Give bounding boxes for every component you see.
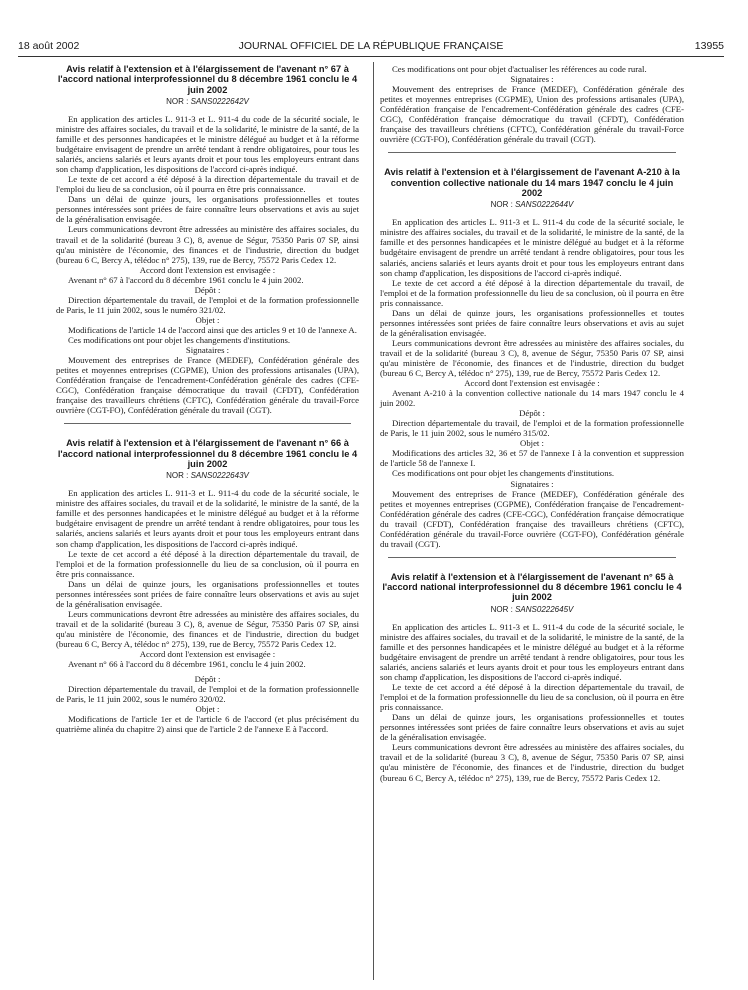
column-divider [373, 62, 374, 980]
notice-separator [388, 152, 677, 153]
paragraph: En application des articles L. 911-3 et L. 911-4 du code de la sécurité sociale, le ministre des affaires sociales, du travail et de la solidarité, le ministre de la santé, de la famille et des personnes handicapées et le ministre délégué au budget et à la réforme budgétaire envisagent de prendre un arrêté tendant à rendre obligatoires, pour tous les salariés, anciens salariés et leurs ayants droit et pour tous les employeurs entrant dans son champ d'application, les dispositions de l'accord ci-après indiqué. [380, 621, 684, 683]
paragraph: Leurs communications devront être adressées au ministère des affaires sociales, du travail et de la solidarité (bureau 3 C), 8, avenue de Ségur, 75350 Paris 07 SP, ainsi qu'au ministère de l'économie, des finances et de l'industrie, direction du budget (bureau 6 C, Bercy A, télédoc n° 275), 139, rue de Bercy, 75572 Paris Cedex 12. [56, 608, 359, 649]
nor-code: SANS0222643V [190, 471, 249, 481]
notice-avenant-67 [56, 64, 359, 415]
paragraph: Le texte de cet accord a été déposé à la direction départementale du travail, de l'emploi et de la formation professionnelle du lieu de sa conclusion, où il pourra en être pris connaissance. [380, 277, 684, 308]
section-label: Accord dont l'extension est envisagée : [139, 649, 276, 660]
section-label: Signataires : [510, 478, 554, 489]
paragraph: Le texte de cet accord a été déposé à la direction départementale du travail et de l'emploi du lieu de sa conclusion, où il pourra en être pris connaissance. [56, 174, 359, 195]
right-column [380, 64, 684, 783]
section-label: Dépôt : [519, 408, 545, 419]
paragraph: Mouvement des entreprises de France (MEDEF), Confédération générale des petites et moyennes entreprises (CGPME), Union des professions artisanales (UPA), Confédération française de l'encadrement-Confédération générale des cadres (CFE-CGC), Confédération française démocratique du travail (CFDT), Confédération française des travailleurs chrétiens (CFTC), Confédération générale du travail-Force ouvrière (CGT-FO), Confédération générale du travail (CGT). [380, 84, 684, 145]
section-label: Accord dont l'extension est envisagée : [139, 264, 276, 275]
paragraph: Dans un délai de quinze jours, les organisations professionnelles et toutes personnes intéressées sont priées de faire connaître leurs observations et avis au sujet de la généralisation envisagée. [56, 578, 359, 609]
section-label: Accord dont l'extension est envisagée : [464, 378, 600, 389]
paragraph: Avenant A-210 à la convention collective nationale du 14 mars 1947 conclu le 4 juin 2002. [380, 388, 684, 409]
paragraph: Le texte de cet accord a été déposé à la direction départementale du travail, de l'emploi et de la formation professionnelle du lieu de sa conclusion, où il pourra en être pris connaissance. [56, 548, 359, 579]
paragraph: Ces modifications ont pour objet les changements d'institutions. [68, 334, 291, 345]
nor-reference [380, 200, 684, 210]
notice-avenant-66 [56, 438, 359, 734]
paragraph: Ces modifications ont pour objet d'actualiser les références au code rural. [392, 64, 647, 74]
paragraph: Leurs communications devront être adressées au ministère des affaires sociales, du travail et de la solidarité (bureau 3 C), 8, avenue de Ségur, 75350 Paris 07 SP, ainsi qu'au ministère de l'économie, des finances et de l'industrie, direction du budget (bureau 6 C, Bercy A, télédoc n° 275), 139, rue de Bercy, 75572 Paris Cedex 12. [56, 224, 359, 265]
nor-label: NOR : [166, 471, 191, 481]
paragraph: Avenant n° 66 à l'accord du 8 décembre 1961, conclu le 4 juin 2002. [68, 659, 306, 670]
notice-title: Avis relatif à l'extension et à l'élargissement de l'avenant n° 67 à l'accord national interprofessionnel du 8 décembre 1961 conclu le 4 juin 2002 [57, 64, 358, 95]
journal-title: JOURNAL OFFICIEL DE LA RÉPUBLIQUE FRANÇAISE [238, 40, 504, 52]
page-number: 13955 [694, 40, 724, 52]
paragraph: Avenant n° 67 à l'accord du 8 décembre 1961 conclu le 4 juin 2002. [68, 274, 304, 285]
notice-avenant-65 [380, 572, 684, 783]
paragraph: Modifications des articles 32, 36 et 57 de l'annexe I à la convention et suppression de l'article 58 de l'annexe I. [380, 448, 684, 469]
header-rule [18, 56, 724, 57]
paragraph: En application des articles L. 911-3 et L. 911-4 du code de la sécurité sociale, le ministre des affaires sociales, du travail et de la solidarité, le ministre de la santé, de la famille et des personnes handicapées et le ministre délégué au budget et à la réforme budgétaire envisagent de prendre un arrêté tendant à rendre obligatoires, pour tous les salariés, anciens salariés et leurs ayants droit et pour tous les employeurs entrant dans son champ d'application, les dispositions de l'accord ci-après indiqué. [56, 488, 359, 549]
paragraph: Ces modifications ont pour objet les changements d'institutions. [392, 468, 615, 479]
left-column [56, 64, 359, 734]
section-label: Signataires : [510, 74, 554, 85]
paragraph: Dans un délai de quinze jours, les organisations professionnelles et toutes personnes intéressées sont priées de faire connaître leurs observations et avis au sujet de la généralisation envisagée. [380, 307, 684, 338]
paragraph: Mouvement des entreprises de France (MEDEF), Confédération générale des petites et moyennes entreprises (CGPME), Confédération française de l'encadrement-Confédération générale des cadres (CFE-CGC), Confédération française démocratique du travail (CFDT), Confédération française des travailleurs chrétiens (CFTC), Confédération générale du travail-Force ouvrière (CGT-FO), Confédération générale du travail (CGT). [380, 488, 684, 549]
notice-separator [388, 557, 677, 558]
nor-code: SANS0222645V [515, 604, 574, 614]
paragraph: Modifications de l'article 14 de l'accord ainsi que des articles 9 et 10 de l'annexe A. [68, 324, 357, 335]
nor-label: NOR : [166, 96, 191, 106]
notice-title: Avis relatif à l'extension et à l'élargissement de l'avenant A-210 à la convention collective nationale du 14 mars 1947 conclu le 4 juin 2002 [384, 167, 680, 198]
paragraph: En application des articles L. 911-3 et L. 911-4 du code de la sécurité sociale, le ministre des affaires sociales, du travail et de la solidarité, le ministre de la santé, de la famille et des personnes handicapées et le ministre délégué au budget et à la réforme budgétaire envisagent de prendre un arrêté tendant à rendre obligatoires, pour tous les salariés, anciens salariés et leurs ayants droit et pour tous les employeurs entrant dans son champ d'application, les dispositions de l'accord ci-après indiqué. [380, 217, 684, 278]
notice-avenant-a210 [380, 167, 684, 548]
notice-separator [64, 423, 352, 424]
page-header [18, 40, 724, 54]
nor-reference [56, 97, 359, 107]
notice-continuation [380, 64, 684, 144]
section-label: Objet : [195, 314, 220, 325]
nor-label: NOR : [490, 200, 516, 210]
paragraph: Dans un délai de quinze jours, les organisations professionnelles et toutes personnes intéressées sont priées de faire connaître leurs observations et avis au sujet de la généralisation envisagée. [380, 712, 684, 743]
paragraph: Leurs communications devront être adressées au ministère des affaires sociales, du travail et de la solidarité (bureau 3 C), 8, avenue de Ségur, 75350 Paris 07 SP, ainsi qu'au ministère de l'économie, des finances et de l'industrie, direction du budget (bureau 6 C, Bercy A, télédoc n° 275), 139, rue de Bercy, 75572 Paris Cedex 12. [380, 337, 684, 379]
section-label: Signataires : [185, 345, 230, 356]
nor-reference [380, 605, 684, 615]
section-label: Dépôt : [194, 284, 221, 295]
nor-label: NOR : [490, 604, 516, 614]
paragraph: Direction départementale du travail, de l'emploi et de la formation professionnelle de Paris, le 11 juin 2002, sous le numéro 315/02. [380, 418, 684, 439]
section-label: Objet : [195, 704, 220, 715]
paragraph: Mouvement des entreprises de France (MEDEF), Confédération générale des petites et moyennes entreprises (CGPME), Union des professions artisanales (UPA), Confédération française de l'encadrement-Confédération générale des cadres (CFE-CGC), Confédération française démocratique du travail (CFDT), Confédération française des travailleurs chrétiens (CFTC), Confédération générale du travail-Force ouvrière (CGT-FO), Confédération générale du travail (CGT). [56, 355, 359, 416]
section-label: Dépôt : [194, 674, 221, 685]
paragraph: Le texte de cet accord a été déposé à la direction départementale du travail, de l'emploi et de la formation professionnelle du lieu de sa conclusion, où il pourra en être pris connaissance. [380, 682, 684, 713]
nor-reference [56, 471, 359, 481]
paragraph: En application des articles L. 911-3 et L. 911-4 du code de la sécurité sociale, le ministre des affaires sociales, du travail et de la solidarité, le ministre de la santé, de la famille et des personnes handicapées et le ministre délégué au budget et à la réforme budgétaire envisagent de prendre un arrêté tendant à rendre obligatoires, pour tous les salariés, anciens salariés et leurs ayants droit et pour tous les employeurs entrant dans son champ d'application, les dispositions de l'accord ci-après indiqué. [56, 113, 359, 175]
header-date: 18 août 2002 [18, 40, 80, 52]
paragraph: Dans un délai de quinze jours, les organisations professionnelles et toutes personnes intéressées sont priées de faire connaître leurs observations et avis au sujet de la généralisation envisagée. [56, 194, 359, 225]
paragraph: Direction départementale du travail, de l'emploi et de la formation professionnelle de Paris, le 11 juin 2002, sous le numéro 321/02. [56, 294, 359, 315]
nor-code: SANS0222644V [515, 200, 574, 210]
notice-title: Avis relatif à l'extension et à l'élargissement de l'avenant n° 66 à l'accord national interprofessionnel du 8 décembre 1961 conclu le 4 juin 2002 [57, 438, 358, 469]
paragraph: Modifications de l'article 1er et de l'article 6 de l'accord (et plus précisément du quatrième alinéa du chapitre 2) ainsi que de l'article 2 de l'annexe E à l'accord. [56, 714, 359, 735]
section-label: Objet : [520, 438, 544, 449]
notice-title: Avis relatif à l'extension et à l'élargissement de l'avenant n° 65 à l'accord national interprofessionnel du 8 décembre 1961 conclu le 4 juin 2002 [382, 571, 682, 603]
nor-code: SANS0222642V [190, 96, 249, 106]
paragraph: Direction départementale du travail, de l'emploi et de la formation professionnelle de Paris, le 11 juin 2002, sous le numéro 320/02. [56, 684, 359, 705]
paragraph: Leurs communications devront être adressées au ministère des affaires sociales, du travail et de la solidarité (bureau 3 C), 8, avenue de Ségur, 75350 Paris 07 SP, ainsi qu'au ministère de l'économie, des finances et de l'industrie, direction du budget (bureau 6 C, Bercy A, télédoc n° 275), 139, rue de Bercy, 75572 Paris Cedex 12. [380, 742, 684, 783]
